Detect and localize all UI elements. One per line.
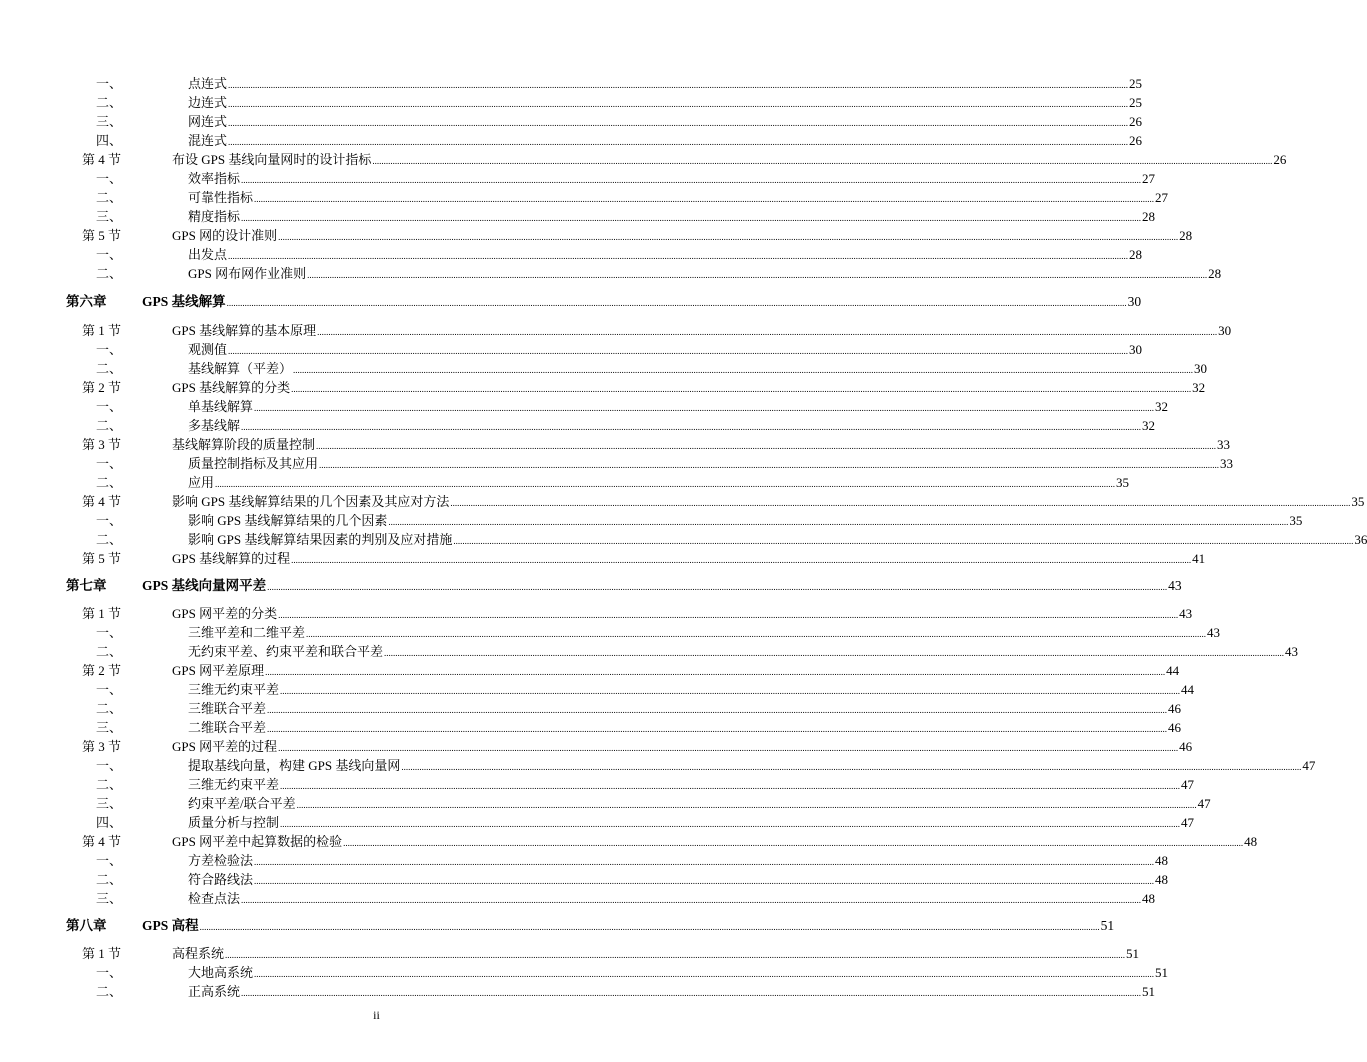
toc-number: 一、 (96, 682, 123, 697)
dot-leader: ................................................................................................................................................................................................................................................................................................................................................................................................................ (241, 895, 1142, 905)
toc-title: 布设 GPS 基线向量网时的设计指标 (172, 152, 372, 167)
toc-title: 单基线解算 (188, 399, 254, 414)
toc-item-row (0, 775, 1195, 794)
toc-title: 点连式 (188, 76, 228, 91)
toc-item-row (0, 112, 1143, 131)
dot-leader: ................................................................................................................................................................................................................................................................................................................................................................................................................ (241, 175, 1142, 185)
dot-leader: ................................................................................................................................................................................................................................................................................................................................................................................................................ (453, 536, 1354, 546)
toc-item-row (0, 416, 1156, 435)
toc-page-number: 35 (1289, 513, 1303, 528)
toc-page-number: 28 (1208, 266, 1222, 281)
toc-page-number: 43 (1285, 644, 1299, 659)
toc-page-number: 47 (1197, 796, 1211, 811)
toc-item-row (0, 454, 1234, 473)
toc-title: GPS 网布网作业准则 (188, 266, 307, 281)
toc-item-row (0, 397, 1169, 416)
toc-page-number: 25 (1129, 76, 1143, 91)
toc-page-number: 47 (1181, 815, 1195, 830)
dot-leader: ................................................................................................................................................................................................................................................................................................................................................................................................................ (278, 743, 1179, 753)
toc-number: 一、 (96, 171, 123, 186)
toc-title: 检查点法 (188, 891, 241, 906)
toc-item-row (0, 131, 1143, 150)
dot-leader: ................................................................................................................................................................................................................................................................................................................................................................................................................ (401, 762, 1302, 772)
toc-item-row (0, 530, 1367, 549)
toc-page-number: 48 (1155, 872, 1169, 887)
dot-leader: ................................................................................................................................................................................................................................................................................................................................................................................................................ (228, 80, 1129, 90)
dot-leader: ................................................................................................................................................................................................................................................................................................................................................................................................................ (306, 629, 1207, 639)
toc-title: GPS 网平差的分类 (172, 606, 278, 621)
toc-title: GPS 高程 (142, 918, 199, 933)
toc-number: 第六章 (66, 294, 107, 309)
toc-number: 一、 (96, 456, 123, 471)
toc-title: 约束平差/联合平差 (188, 796, 296, 811)
toc-title: 质量控制指标及其应用 (188, 456, 319, 471)
toc-page-number: 51 (1155, 965, 1169, 980)
toc-number: 第 2 节 (82, 663, 122, 678)
toc-number: 二、 (96, 532, 123, 547)
toc-title: 影响 GPS 基线解算结果的几个因素及其应对方法 (172, 494, 450, 509)
toc-item-row (0, 340, 1143, 359)
toc-number: 二、 (96, 361, 123, 376)
toc-section-row (0, 226, 1193, 245)
dot-leader: ................................................................................................................................................................................................................................................................................................................................................................................................................ (343, 838, 1244, 848)
toc-number: 一、 (96, 247, 123, 262)
toc-title: 出发点 (188, 247, 228, 262)
toc-page-number: 33 (1220, 456, 1234, 471)
toc-page-number: 51 (1126, 946, 1140, 961)
toc-page-number: 28 (1142, 209, 1156, 224)
dot-leader: ................................................................................................................................................................................................................................................................................................................................................................................................................ (307, 270, 1208, 280)
dot-leader: ................................................................................................................................................................................................................................................................................................................................................................................................................ (317, 327, 1218, 337)
dot-leader: ................................................................................................................................................................................................................................................................................................................................................................................................................ (267, 724, 1168, 734)
toc-page-number: 48 (1155, 853, 1169, 868)
toc-number: 第八章 (66, 918, 107, 933)
toc-page-number: 51 (1142, 984, 1156, 999)
toc-chapter-row (0, 292, 1142, 311)
toc-item-row (0, 245, 1143, 264)
dot-leader: ................................................................................................................................................................................................................................................................................................................................................................................................................ (254, 403, 1155, 413)
toc-title: 三维无约束平差 (188, 682, 280, 697)
toc-number: 四、 (96, 133, 123, 148)
toc-item-row (0, 699, 1182, 718)
toc-title: 应用 (188, 475, 215, 490)
toc-page-number: 35 (1351, 494, 1365, 509)
dot-leader: ................................................................................................................................................................................................................................................................................................................................................................................................................ (228, 137, 1129, 147)
dot-leader: ................................................................................................................................................................................................................................................................................................................................................................................................................ (278, 232, 1179, 242)
dot-leader: ................................................................................................................................................................................................................................................................................................................................................................................................................ (228, 251, 1129, 261)
toc-title: GPS 基线向量网平差 (142, 578, 267, 593)
toc-page-number: 27 (1155, 190, 1169, 205)
toc-section-row (0, 737, 1193, 756)
toc-page-number: 28 (1129, 247, 1143, 262)
toc-section-row (0, 661, 1180, 680)
toc-title: 基线解算（平差） (188, 361, 293, 376)
toc-section-row (0, 604, 1193, 623)
toc-section-row (0, 549, 1206, 568)
toc-page-number: 47 (1181, 777, 1195, 792)
toc-number: 第 1 节 (82, 946, 122, 961)
toc-title: 混连式 (188, 133, 228, 148)
toc-page-number: 46 (1168, 701, 1182, 716)
toc-page-number: 48 (1244, 834, 1258, 849)
dot-leader: ................................................................................................................................................................................................................................................................................................................................................................................................................ (254, 876, 1155, 886)
toc-chapter-row (0, 576, 1182, 595)
toc-number: 第 2 节 (82, 380, 122, 395)
toc-number: 第 1 节 (82, 606, 122, 621)
toc-number: 第 3 节 (82, 739, 122, 754)
toc-title: GPS 基线解算的分类 (172, 380, 291, 395)
dot-leader: ................................................................................................................................................................................................................................................................................................................................................................................................................ (267, 705, 1168, 715)
toc-page-number: 30 (1194, 361, 1208, 376)
toc-title: GPS 基线解算的过程 (172, 551, 291, 566)
toc-page-number: 26 (1273, 152, 1287, 167)
toc-item-row (0, 473, 1130, 492)
toc-item-row (0, 718, 1182, 737)
toc-page-number: 28 (1179, 228, 1193, 243)
toc-title: 无约束平差、约束平差和联合平差 (188, 644, 384, 659)
toc-page-number: 46 (1179, 739, 1193, 754)
toc-title: 影响 GPS 基线解算结果的几个因素 (188, 513, 388, 528)
dot-leader: ................................................................................................................................................................................................................................................................................................................................................................................................................ (278, 610, 1179, 620)
toc-number: 一、 (96, 853, 123, 868)
toc-title: 基线解算阶段的质量控制 (172, 437, 316, 452)
toc-page-number: 26 (1129, 114, 1143, 129)
toc-number: 一、 (96, 625, 123, 640)
toc-number: 第 4 节 (82, 152, 122, 167)
toc-item-row (0, 794, 1211, 813)
toc-page-number: 46 (1168, 720, 1182, 735)
toc-title: 符合路线法 (188, 872, 254, 887)
toc-page-number: 43 (1207, 625, 1221, 640)
toc-item-row (0, 680, 1195, 699)
toc-item-row (0, 851, 1169, 870)
toc-page-number: 30 (1129, 342, 1143, 357)
toc-title: 三维联合平差 (188, 701, 267, 716)
toc-section-row (0, 150, 1287, 169)
toc-section-row (0, 944, 1140, 963)
toc-item-row (0, 982, 1156, 1001)
toc-title: 网连式 (188, 114, 228, 129)
toc-item-row (0, 870, 1169, 889)
toc-number: 三、 (96, 891, 123, 906)
toc-item-row (0, 264, 1222, 283)
toc-number: 第 5 节 (82, 551, 122, 566)
toc-title: 观测值 (188, 342, 228, 357)
toc-item-row (0, 756, 1316, 775)
dot-leader: ................................................................................................................................................................................................................................................................................................................................................................................................................ (265, 667, 1166, 677)
toc-title: 正高系统 (188, 984, 241, 999)
toc-page-number: 32 (1142, 418, 1156, 433)
toc-title: 边连式 (188, 95, 228, 110)
dot-leader: ................................................................................................................................................................................................................................................................................................................................................................................................................ (241, 213, 1142, 223)
dot-leader: ................................................................................................................................................................................................................................................................................................................................................................................................................ (450, 498, 1351, 508)
toc-page-number: 36 (1354, 532, 1367, 547)
toc-page-number: 27 (1142, 171, 1156, 186)
toc-title: GPS 网的设计准则 (172, 228, 278, 243)
toc-title: 三维无约束平差 (188, 777, 280, 792)
toc-number: 第 3 节 (82, 437, 122, 452)
dot-leader: ................................................................................................................................................................................................................................................................................................................................................................................................................ (267, 582, 1168, 592)
toc-item-row (0, 188, 1169, 207)
dot-leader: ................................................................................................................................................................................................................................................................................................................................................................................................................ (291, 555, 1192, 565)
toc-item-row (0, 169, 1156, 188)
toc-page-number: 41 (1192, 551, 1206, 566)
dot-leader: ................................................................................................................................................................................................................................................................................................................................................................................................................ (241, 422, 1142, 432)
toc-number: 二、 (96, 190, 123, 205)
toc-item-row (0, 359, 1208, 378)
dot-leader: ................................................................................................................................................................................................................................................................................................................................................................................................................ (226, 298, 1127, 308)
toc-section-row (0, 435, 1231, 454)
toc-title: GPS 基线解算 (142, 294, 226, 309)
toc-page-number: 44 (1166, 663, 1180, 678)
toc-title: GPS 网平差的过程 (172, 739, 278, 754)
toc-section-row (0, 321, 1232, 340)
toc-page-number: 43 (1168, 578, 1182, 593)
toc-number: 第七章 (66, 578, 107, 593)
dot-leader: ................................................................................................................................................................................................................................................................................................................................................................................................................ (228, 346, 1129, 356)
toc-page-number: 32 (1155, 399, 1169, 414)
toc-number: 一、 (96, 758, 123, 773)
toc-number: 第 5 节 (82, 228, 122, 243)
toc-item-row (0, 74, 1143, 93)
dot-leader: ................................................................................................................................................................................................................................................................................................................................................................................................................ (254, 969, 1155, 979)
toc-item-row (0, 511, 1303, 530)
dot-leader: ................................................................................................................................................................................................................................................................................................................................................................................................................ (316, 441, 1217, 451)
toc-section-row (0, 492, 1365, 511)
toc-title: 效率指标 (188, 171, 241, 186)
toc-number: 第 4 节 (82, 834, 122, 849)
dot-leader: ................................................................................................................................................................................................................................................................................................................................................................................................................ (388, 517, 1289, 527)
toc-number: 二、 (96, 777, 123, 792)
toc-number: 二、 (96, 418, 123, 433)
dot-leader: ................................................................................................................................................................................................................................................................................................................................................................................................................ (372, 156, 1273, 166)
dot-leader: ................................................................................................................................................................................................................................................................................................................................................................................................................ (228, 118, 1129, 128)
toc-number: 二、 (96, 644, 123, 659)
dot-leader: ................................................................................................................................................................................................................................................................................................................................................................................................................ (280, 819, 1181, 829)
dot-leader: ................................................................................................................................................................................................................................................................................................................................................................................................................ (215, 479, 1116, 489)
toc-page-number: 47 (1302, 758, 1316, 773)
toc-number: 三、 (96, 796, 123, 811)
toc-item-row (0, 963, 1169, 982)
toc-title: GPS 网平差中起算数据的检验 (172, 834, 343, 849)
toc-title: 可靠性指标 (188, 190, 254, 205)
toc-number: 一、 (96, 965, 123, 980)
dot-leader: ................................................................................................................................................................................................................................................................................................................................................................................................................ (199, 922, 1100, 932)
toc-title: 大地高系统 (188, 965, 254, 980)
dot-leader: ................................................................................................................................................................................................................................................................................................................................................................................................................ (293, 365, 1194, 375)
toc-number: 二、 (96, 701, 123, 716)
toc-title: 提取基线向量，构建 GPS 基线向量网 (188, 758, 401, 773)
dot-leader: ................................................................................................................................................................................................................................................................................................................................................................................................................ (384, 648, 1285, 658)
toc-number: 二、 (96, 266, 123, 281)
toc-number: 一、 (96, 342, 123, 357)
dot-leader: ................................................................................................................................................................................................................................................................................................................................................................................................................ (225, 950, 1126, 960)
dot-leader: ................................................................................................................................................................................................................................................................................................................................................................................................................ (296, 800, 1197, 810)
toc-page-number: 43 (1179, 606, 1193, 621)
dot-leader: ................................................................................................................................................................................................................................................................................................................................................................................................................ (241, 988, 1142, 998)
toc-number: 第 1 节 (82, 323, 122, 338)
toc-page-number: 30 (1218, 323, 1232, 338)
toc-number: 四、 (96, 815, 123, 830)
dot-leader: ................................................................................................................................................................................................................................................................................................................................................................................................................ (280, 781, 1181, 791)
toc-section-row (0, 832, 1258, 851)
toc-number: 二、 (96, 984, 123, 999)
toc-title: 二维联合平差 (188, 720, 267, 735)
dot-leader: ................................................................................................................................................................................................................................................................................................................................................................................................................ (228, 99, 1129, 109)
toc-item-row (0, 889, 1156, 908)
toc-title: GPS 基线解算的基本原理 (172, 323, 317, 338)
toc-page-number: 35 (1116, 475, 1130, 490)
toc-item-row (0, 623, 1221, 642)
toc-title: 质量分析与控制 (188, 815, 280, 830)
toc-number: 二、 (96, 95, 123, 110)
toc-title: 影响 GPS 基线解算结果因素的判别及应对措施 (188, 532, 453, 547)
toc-section-row (0, 378, 1206, 397)
dot-leader: ................................................................................................................................................................................................................................................................................................................................................................................................................ (319, 460, 1220, 470)
toc-page-number: 30 (1127, 294, 1142, 309)
dot-leader: ................................................................................................................................................................................................................................................................................................................................................................................................................ (254, 194, 1155, 204)
toc-title: 高程系统 (172, 946, 225, 961)
toc-number: 三、 (96, 209, 123, 224)
toc-title: GPS 网平差原理 (172, 663, 265, 678)
toc-number: 一、 (96, 513, 123, 528)
toc-title: 精度指标 (188, 209, 241, 224)
dot-leader: ................................................................................................................................................................................................................................................................................................................................................................................................................ (291, 384, 1192, 394)
toc-page-number: 32 (1192, 380, 1206, 395)
dot-leader: ................................................................................................................................................................................................................................................................................................................................................................................................................ (254, 857, 1155, 867)
page-number: ii (373, 1008, 380, 1022)
toc-page-number: 25 (1129, 95, 1143, 110)
toc-number: 第 4 节 (82, 494, 122, 509)
toc-number: 一、 (96, 76, 123, 91)
toc-page-number: 26 (1129, 133, 1143, 148)
toc-item-row (0, 642, 1299, 661)
toc-page-number: 51 (1100, 918, 1115, 933)
toc-number: 二、 (96, 872, 123, 887)
toc-chapter-row (0, 916, 1115, 935)
toc-title: 三维平差和二维平差 (188, 625, 306, 640)
toc-number: 二、 (96, 475, 123, 490)
toc-item-row (0, 813, 1195, 832)
toc-page-number: 48 (1142, 891, 1156, 906)
toc-page-number: 44 (1181, 682, 1195, 697)
toc-title: 方差检验法 (188, 853, 254, 868)
toc-number: 三、 (96, 720, 123, 735)
toc-number: 一、 (96, 399, 123, 414)
toc-number: 三、 (96, 114, 123, 129)
dot-leader: ................................................................................................................................................................................................................................................................................................................................................................................................................ (280, 686, 1181, 696)
toc-item-row (0, 207, 1156, 226)
toc-title: 多基线解 (188, 418, 241, 433)
toc-page-number: 33 (1217, 437, 1231, 452)
toc-item-row (0, 93, 1143, 112)
